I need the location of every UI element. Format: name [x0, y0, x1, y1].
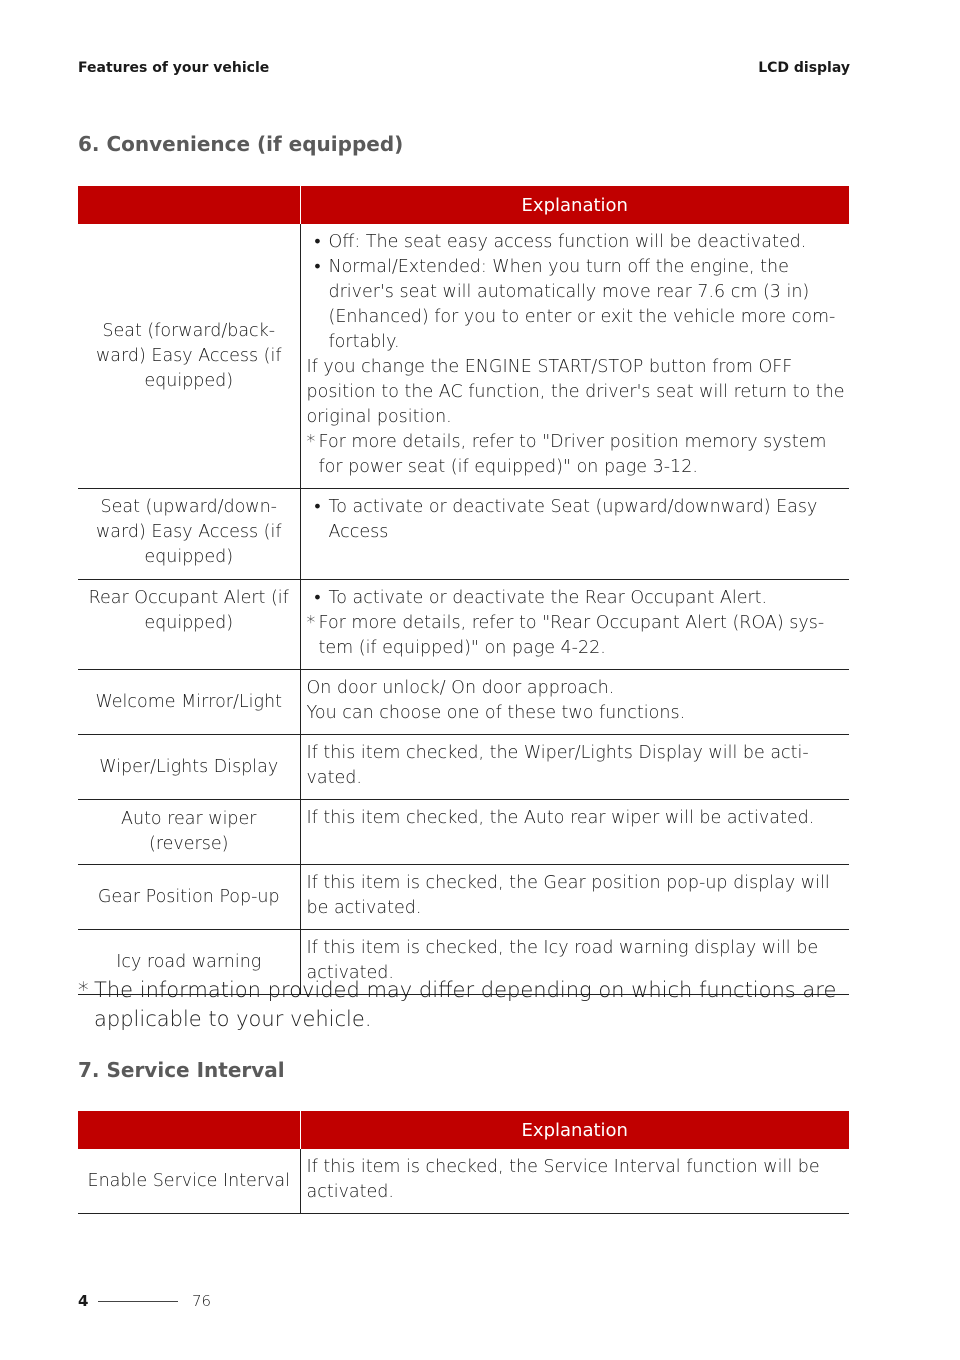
row-explanation: [300, 489, 849, 580]
service-table: [78, 1111, 849, 1214]
table-row: [78, 865, 849, 930]
page-footer: [78, 1292, 211, 1310]
row-label: Seat (upward/down-ward) Easy Access (if equipped): [78, 489, 300, 580]
table-header-row: [78, 1111, 849, 1149]
topic-name: LCD display: [758, 60, 850, 76]
row-label: Rear Occupant Alert (if equipped): [78, 580, 300, 670]
convenience-table: [78, 186, 849, 995]
header-cell-explanation: Explanation: [300, 186, 849, 224]
header-cell-explanation: Explanation: [300, 1111, 849, 1149]
explanation-text: If you change the ENGINE START/STOP button from OFF position to the AC function, the driver's seat will return to the original position.: [306, 357, 845, 427]
row-explanation: [300, 224, 849, 489]
service-title: 7. Service Interval: [78, 1058, 285, 1082]
section-name: Features of your vehicle: [78, 60, 270, 76]
note-item: * For more details, refer to "Driver position memory system for power seat (if equipped)" on page 3-12.: [306, 432, 827, 477]
row-explanation: [300, 670, 849, 735]
row-explanation: If this item is checked, the Icy road warning display will be activated.: [300, 930, 849, 995]
row-label: Enable Service Interval: [78, 1149, 300, 1214]
table-row: [78, 580, 849, 670]
convenience-footnote: * The information provided may differ depending on which functions are applicable to your vehicle.: [78, 978, 837, 1031]
table-header-row: [78, 186, 849, 224]
row-label: Wiper/Lights Display: [78, 735, 300, 800]
page-header: [78, 60, 850, 76]
explanation-line: On door unlock/ On door approach.: [306, 678, 615, 698]
header-cell-item: [78, 186, 300, 224]
footer-divider: [98, 1301, 178, 1302]
table-row: [78, 1149, 849, 1214]
bullet-item: • To activate or deactivate Seat (upward/downward) Easy Access: [314, 497, 818, 542]
row-explanation: [300, 580, 849, 670]
page-number: 76: [192, 1292, 212, 1310]
table-row: [78, 670, 849, 735]
row-label: Icy road warning: [78, 930, 300, 995]
row-explanation: If this item is checked, the Gear position pop-up display will be activated.: [300, 865, 849, 930]
row-explanation: If this item checked, the Wiper/Lights Display will be acti-vated.: [300, 735, 849, 800]
row-explanation: If this item is checked, the Service Interval function will be activated.: [300, 1149, 849, 1214]
bullet-item: • Normal/Extended: When you turn off the engine, the driver's seat will automatically move rear 7.6 cm (3 in) (Enhanced) for you to enter or exit the vehicle more com-fortably.: [314, 257, 836, 352]
row-label: Welcome Mirror/Light: [78, 670, 300, 735]
note-item: * For more details, refer to "Rear Occupant Alert (ROA) sys-tem (if equipped)" on page 4-22.: [306, 613, 825, 658]
bullet-item: • Off: The seat easy access function will be deactivated.: [314, 232, 807, 252]
table-row: [78, 735, 849, 800]
row-label: Gear Position Pop-up: [78, 865, 300, 930]
table-row: [78, 224, 849, 489]
row-label: Auto rear wiper (reverse): [78, 800, 300, 865]
header-cell-item: [78, 1111, 300, 1149]
table-row: [78, 489, 849, 580]
convenience-title: 6. Convenience (if equipped): [78, 132, 404, 156]
chapter-number: 4: [78, 1292, 89, 1310]
table-row: [78, 800, 849, 865]
bullet-item: • To activate or deactivate the Rear Occupant Alert.: [314, 588, 768, 608]
row-explanation: If this item checked, the Auto rear wiper will be activated.: [300, 800, 849, 865]
row-label: Seat (forward/back-ward) Easy Access (if equipped): [78, 224, 300, 489]
explanation-line: You can choose one of these two functions.: [306, 703, 686, 723]
